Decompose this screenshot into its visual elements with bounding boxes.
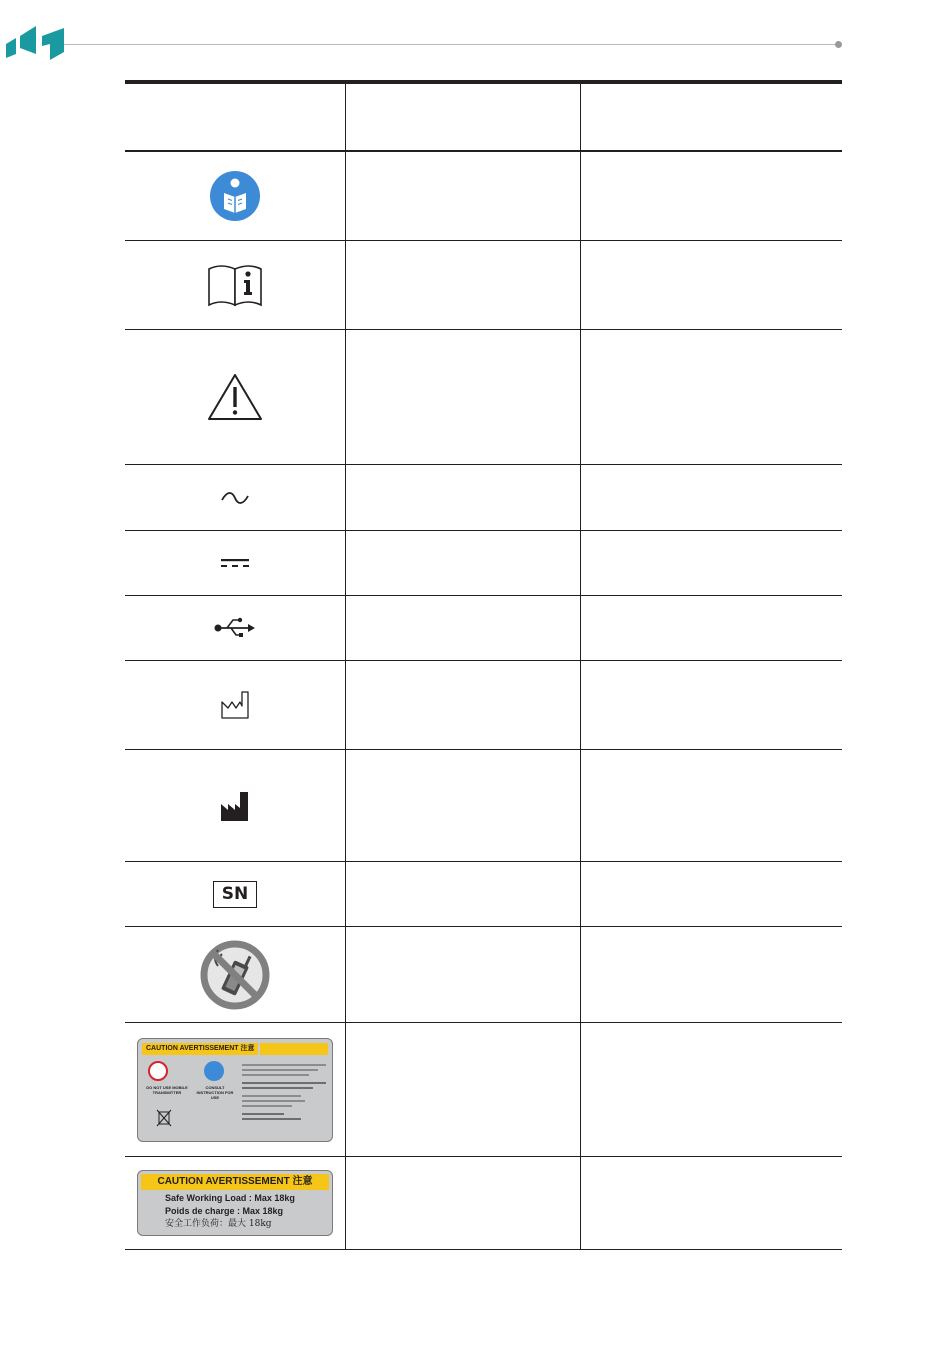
read-manual-mini-icon [204,1061,224,1081]
label-line: 安全工作负荷：最大 18kg [165,1219,272,1229]
label-banner: CAUTION AVERTISSEMENT 注意 [142,1043,258,1055]
symbol-cell [125,241,345,329]
label-text-lines [242,1061,326,1123]
symbol-table [125,80,842,1250]
table-row [125,596,842,661]
description-cell [345,241,580,329]
alternating-current-icon [220,491,250,505]
weee-mini-icon [156,1109,172,1127]
description-cell [345,1157,580,1249]
caution-label-icon [137,1038,333,1142]
description-cell [345,152,580,240]
symbol-cell [125,596,345,660]
label-item: DO NOT USE MOBILE TRANSMITTER [146,1084,188,1095]
mindray-logo-icon [6,24,66,62]
header-dot [835,41,842,48]
symbol-cell [125,330,345,464]
symbol-cell [125,862,345,926]
follow-instructions-for-use-icon [210,171,260,221]
no-mobile-mini-icon [148,1061,168,1081]
description-cell [345,531,580,595]
description-cell [345,465,580,530]
no-mobile-phone-icon [200,940,270,1010]
description-cell [580,465,842,530]
description-cell [580,927,842,1022]
table-header-row [125,84,842,152]
description-cell [345,596,580,660]
column-header-symbol [125,84,345,150]
caution-warning-triangle-icon [207,373,263,421]
description-cell [345,1023,580,1156]
safe-working-load-label-icon [137,1170,333,1236]
table-row [125,661,842,750]
table-row [125,1157,842,1250]
label-item: CONSULT INSTRUCTION FOR USE [196,1084,234,1100]
description-cell [580,596,842,660]
manufacturer-icon [220,790,250,822]
label-banner-note [260,1043,328,1055]
label-banner: CAUTION AVERTISSEMENT 注意 [141,1174,329,1190]
description-cell [580,1157,842,1249]
table-row [125,862,842,927]
usb-icon [214,617,256,639]
description-cell [580,241,842,329]
table-row [125,531,842,596]
serial-number-icon [213,881,257,908]
symbol-cell [125,1023,345,1156]
label-line: Poids de charge : Max 18kg [165,1206,284,1216]
table-row [125,330,842,465]
table-row [125,152,842,241]
date-of-manufacture-icon [220,690,250,720]
table-row [125,465,842,531]
column-header-3 [580,84,842,150]
consult-instructions-for-use-icon [207,263,263,307]
description-cell [580,330,842,464]
symbol-cell [125,1157,345,1249]
description-cell [580,531,842,595]
description-cell [345,330,580,464]
table-row [125,927,842,1023]
description-cell [580,750,842,861]
symbol-cell [125,465,345,530]
serial-number-text: SN [221,884,249,904]
description-cell [345,750,580,861]
description-cell [345,661,580,749]
symbol-cell [125,927,345,1022]
column-header-2 [345,84,580,150]
symbol-cell [125,661,345,749]
symbol-cell [125,531,345,595]
table-row [125,750,842,862]
label-line: Safe Working Load : Max 18kg [165,1193,295,1203]
description-cell [580,661,842,749]
description-cell [580,152,842,240]
table-row [125,241,842,330]
description-cell [580,862,842,926]
header-rule [64,44,836,45]
symbol-cell [125,750,345,861]
description-cell [345,927,580,1022]
symbol-cell [125,152,345,240]
table-row [125,1023,842,1157]
description-cell [580,1023,842,1156]
description-cell [345,862,580,926]
direct-current-icon [220,557,250,569]
